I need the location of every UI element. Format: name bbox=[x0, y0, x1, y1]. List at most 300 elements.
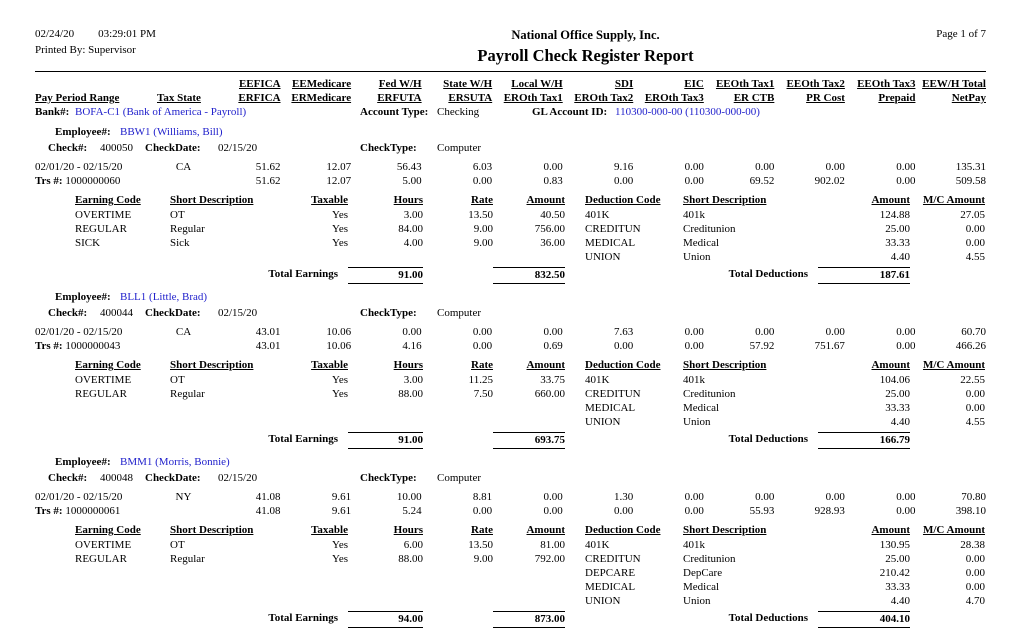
tax-value-ee: 0.00 bbox=[543, 326, 563, 338]
earning-taxable: Yes bbox=[331, 374, 348, 386]
tax-value-ee: 1.30 bbox=[614, 491, 634, 503]
tax-value-er: 928.93 bbox=[814, 505, 845, 517]
deduction-amount: 4.40 bbox=[890, 251, 910, 263]
check-number: 400044 bbox=[100, 307, 133, 319]
earning-rate bbox=[423, 250, 493, 264]
tax-value-ee: 0.00 bbox=[825, 161, 845, 173]
total-deductions-amount: 187.61 bbox=[818, 267, 910, 284]
check-date-label: CheckDate: bbox=[145, 472, 201, 484]
trs-label: Trs #: bbox=[35, 175, 66, 187]
tax-value-er: 12.07 bbox=[326, 175, 352, 187]
earning-taxable: Yes bbox=[331, 237, 348, 249]
earning-rate bbox=[423, 566, 493, 580]
amount-header: Amount bbox=[526, 524, 565, 536]
spacer bbox=[565, 594, 585, 608]
tax-value-er: 55.93 bbox=[749, 505, 775, 517]
column-header-pay-period: Pay Period Range bbox=[35, 92, 120, 104]
earning-desc: OT bbox=[170, 374, 185, 386]
spacer bbox=[157, 174, 210, 188]
tax-value-er: 0.00 bbox=[543, 505, 563, 517]
column-header-ee: Fed W/H bbox=[378, 78, 422, 90]
hours-header: Hours bbox=[393, 359, 423, 371]
page-number: Page 1 of 7 bbox=[936, 28, 986, 40]
earning-desc bbox=[170, 401, 303, 415]
earning-code bbox=[75, 566, 170, 580]
tax-value-er: 0.69 bbox=[543, 340, 563, 352]
trs-number: 1000000060 bbox=[65, 175, 121, 187]
column-header-ee: EEOth Tax3 bbox=[857, 78, 916, 90]
employee-id-link[interactable]: BMM1 (Morris, Bonnie) bbox=[120, 456, 230, 468]
tax-value-ee: 7.63 bbox=[614, 326, 634, 338]
spacer bbox=[35, 580, 75, 594]
employee-sections bbox=[35, 126, 986, 628]
earning-code bbox=[75, 580, 170, 594]
deduction-desc: Union bbox=[683, 595, 711, 607]
tax-value-er: 902.02 bbox=[814, 175, 845, 187]
column-header-spacer bbox=[157, 77, 210, 91]
pay-period-value: 02/01/20 - 02/15/20 bbox=[35, 326, 123, 338]
mc-amount-header: M/C Amount bbox=[922, 524, 985, 536]
tax-value-ee: 56.43 bbox=[396, 161, 422, 173]
column-header-ee: EEMedicare bbox=[292, 78, 352, 90]
hours-header: Hours bbox=[393, 194, 423, 206]
earning-desc: Sick bbox=[170, 237, 190, 249]
earning-amount: 792.00 bbox=[534, 553, 565, 565]
total-deductions-label: Total Deductions bbox=[728, 612, 808, 624]
earning-rate bbox=[423, 594, 493, 608]
mc-amount-header: M/C Amount bbox=[922, 359, 985, 371]
column-header-er: EROth Tax2 bbox=[574, 92, 634, 104]
deduction-amount: 33.33 bbox=[885, 581, 910, 593]
deduction-desc: DepCare bbox=[683, 567, 723, 579]
tax-value-er: 0.00 bbox=[472, 505, 493, 517]
check-date-label: CheckDate: bbox=[145, 307, 201, 319]
check-number-label: Check#: bbox=[48, 142, 88, 154]
deduction-amount: 210.42 bbox=[879, 567, 910, 579]
tax-value-ee: 0.00 bbox=[755, 161, 775, 173]
tax-value-ee: 8.81 bbox=[472, 491, 493, 503]
mc-amount-header: M/C Amount bbox=[922, 194, 985, 206]
total-hours-value: 91.00 bbox=[348, 432, 423, 449]
report-time: 03:29:01 PM bbox=[98, 28, 156, 40]
deduction-amount: 124.88 bbox=[879, 209, 910, 221]
earning-amount: 81.00 bbox=[540, 539, 565, 551]
deduction-desc: Medical bbox=[683, 402, 720, 414]
spacer bbox=[35, 250, 75, 264]
total-deductions-amount: 404.10 bbox=[818, 611, 910, 628]
tax-value-ee: 0.00 bbox=[543, 161, 563, 173]
tax-value-er: 0.00 bbox=[472, 175, 493, 187]
column-header-ee: SDI bbox=[614, 78, 634, 90]
deduction-desc-header: Short Description bbox=[683, 194, 767, 206]
earning-code: OVERTIME bbox=[75, 374, 132, 386]
spacer bbox=[565, 387, 585, 401]
check-number: 400050 bbox=[100, 142, 133, 154]
earning-desc-header: Short Description bbox=[170, 524, 254, 536]
tax-value-ee: 6.03 bbox=[472, 161, 493, 173]
tax-state-value: CA bbox=[175, 161, 192, 173]
earning-rate bbox=[423, 401, 493, 415]
check-number-label: Check#: bbox=[48, 472, 88, 484]
earning-taxable: Yes bbox=[331, 209, 348, 221]
earning-amount bbox=[493, 401, 565, 415]
tax-value-er: 43.01 bbox=[255, 340, 281, 352]
tax-value-er: 509.58 bbox=[955, 175, 986, 187]
earning-hours bbox=[348, 594, 423, 608]
earnings-deductions-row bbox=[35, 594, 986, 608]
amount-header: Amount bbox=[526, 359, 565, 371]
deduction-amount: 33.33 bbox=[885, 402, 910, 414]
earnings-deductions-row bbox=[35, 208, 986, 222]
check-date: 02/15/20 bbox=[218, 142, 258, 154]
employee-line bbox=[35, 126, 986, 142]
column-header-er: PR Cost bbox=[806, 92, 845, 104]
check-line bbox=[35, 307, 986, 323]
deduction-desc: Creditunion bbox=[683, 553, 736, 565]
earning-hours: 84.00 bbox=[398, 223, 423, 235]
tax-value-ee: 0.00 bbox=[896, 491, 916, 503]
tax-row-ee bbox=[35, 490, 986, 504]
check-type-label: CheckType: bbox=[360, 142, 417, 154]
earning-code: SICK bbox=[75, 237, 101, 249]
trs-label: Trs #: bbox=[35, 505, 66, 517]
header-center bbox=[305, 28, 866, 66]
hours-header: Hours bbox=[393, 524, 423, 536]
deduction-mc-amount: 0.00 bbox=[965, 388, 985, 400]
tax-value-ee: 60.70 bbox=[961, 326, 986, 338]
deduction-mc-amount: 27.05 bbox=[960, 209, 985, 221]
bank-label: Bank#: bbox=[35, 106, 70, 118]
column-header-er: ERMedicare bbox=[291, 92, 352, 104]
employee-line bbox=[35, 291, 986, 307]
tax-value-er: 51.62 bbox=[255, 175, 281, 187]
deduction-desc: Medical bbox=[683, 237, 720, 249]
deduction-code: 401K bbox=[585, 209, 610, 221]
employee-id-link[interactable]: BLL1 (Little, Brad) bbox=[120, 291, 208, 303]
check-type-label: CheckType: bbox=[360, 472, 417, 484]
earnings-deductions-header bbox=[35, 523, 986, 538]
earnings-deductions-row bbox=[35, 236, 986, 250]
spacer bbox=[35, 415, 75, 429]
earning-desc: OT bbox=[170, 209, 185, 221]
tax-value-ee: 0.00 bbox=[402, 326, 422, 338]
spacer bbox=[565, 523, 585, 538]
deduction-code: MEDICAL bbox=[585, 402, 636, 414]
taxable-header: Taxable bbox=[311, 194, 348, 206]
earning-amount: 660.00 bbox=[534, 388, 565, 400]
deduction-code: MEDICAL bbox=[585, 237, 636, 249]
earnings-deductions-row bbox=[35, 401, 986, 415]
deduction-amount: 4.40 bbox=[890, 416, 910, 428]
earning-code: OVERTIME bbox=[75, 209, 132, 221]
employee-block bbox=[35, 126, 986, 284]
earnings-deductions-row bbox=[35, 250, 986, 264]
column-headers-ee bbox=[35, 77, 986, 91]
earning-hours: 3.00 bbox=[403, 209, 423, 221]
earning-hours: 4.00 bbox=[403, 237, 423, 249]
tax-value-ee: 0.00 bbox=[472, 326, 493, 338]
tax-value-ee: 41.08 bbox=[255, 491, 281, 503]
deduction-amount: 130.95 bbox=[879, 539, 910, 551]
earning-amount: 33.75 bbox=[540, 374, 565, 386]
earning-rate bbox=[423, 580, 493, 594]
earning-desc bbox=[170, 250, 303, 264]
tax-value-er: 398.10 bbox=[955, 505, 986, 517]
spacer bbox=[35, 552, 75, 566]
report-title: Payroll Check Register Report bbox=[477, 46, 694, 65]
earning-taxable bbox=[303, 594, 348, 608]
tax-value-er: 5.24 bbox=[402, 505, 422, 517]
account-type-value: Checking bbox=[437, 106, 480, 118]
column-header-ee: Local W/H bbox=[511, 78, 563, 90]
check-number: 400048 bbox=[100, 472, 133, 484]
rate-header: Rate bbox=[471, 194, 493, 206]
spacer bbox=[565, 580, 585, 594]
tax-value-ee: 51.62 bbox=[255, 161, 281, 173]
trs-number: 1000000061 bbox=[65, 505, 121, 517]
tax-value-er: 751.67 bbox=[814, 340, 845, 352]
earning-desc bbox=[170, 580, 303, 594]
tax-value-er: 41.08 bbox=[255, 505, 281, 517]
check-date: 02/15/20 bbox=[218, 472, 258, 484]
totals-row bbox=[35, 267, 986, 284]
spacer bbox=[35, 358, 75, 373]
tax-value-er: 0.00 bbox=[684, 340, 704, 352]
deduction-amount: 25.00 bbox=[885, 553, 910, 565]
gl-account-value-link[interactable]: 110300-000-00 (110300-000-00) bbox=[615, 106, 760, 118]
earning-hours bbox=[348, 580, 423, 594]
earning-taxable bbox=[303, 580, 348, 594]
column-header-ee: EIC bbox=[684, 78, 704, 90]
spacer bbox=[565, 250, 585, 264]
earning-hours bbox=[348, 415, 423, 429]
column-header-er: Prepaid bbox=[878, 92, 916, 104]
employee-number-label: Employee#: bbox=[55, 291, 111, 303]
tax-value-ee: 9.61 bbox=[331, 491, 352, 503]
total-deductions-label: Total Deductions bbox=[728, 433, 808, 445]
tax-value-ee: 0.00 bbox=[543, 491, 563, 503]
earning-rate: 11.25 bbox=[468, 374, 493, 386]
earning-taxable bbox=[303, 250, 348, 264]
earning-taxable: Yes bbox=[331, 223, 348, 235]
tax-value-er: 0.00 bbox=[614, 505, 634, 517]
column-header-ee: EEOth Tax2 bbox=[786, 78, 845, 90]
tax-value-ee: 12.07 bbox=[326, 161, 352, 173]
earning-code bbox=[75, 401, 170, 415]
deduction-desc: Creditunion bbox=[683, 223, 736, 235]
deduction-code-header: Deduction Code bbox=[585, 194, 661, 206]
earning-rate: 7.50 bbox=[473, 388, 493, 400]
tax-value-er: 0.00 bbox=[684, 505, 704, 517]
totals-row bbox=[35, 432, 986, 449]
column-header-tax-state: Tax State bbox=[157, 92, 201, 104]
tax-value-ee: 0.00 bbox=[755, 491, 775, 503]
deduction-code: DEPCARE bbox=[585, 567, 636, 579]
tax-value-ee: 0.00 bbox=[825, 491, 845, 503]
earning-rate: 9.00 bbox=[473, 237, 493, 249]
deduction-code: 401K bbox=[585, 374, 610, 386]
spacer bbox=[565, 236, 585, 250]
pay-period-value: 02/01/20 - 02/15/20 bbox=[35, 491, 123, 503]
spacer bbox=[35, 222, 75, 236]
earning-amount bbox=[493, 594, 565, 608]
deduction-desc: Union bbox=[683, 416, 711, 428]
deduction-code: CREDITUN bbox=[585, 388, 641, 400]
total-earnings-amount: 832.50 bbox=[493, 267, 565, 284]
earning-amount: 40.50 bbox=[540, 209, 565, 221]
deduction-mc-amount: 22.55 bbox=[960, 374, 985, 386]
tax-value-er: 9.61 bbox=[331, 505, 352, 517]
earning-desc-header: Short Description bbox=[170, 194, 254, 206]
spacer bbox=[35, 401, 75, 415]
printed-by: Printed By: Supervisor bbox=[35, 44, 136, 56]
tax-value-ee: 0.00 bbox=[684, 161, 704, 173]
employee-number-label: Employee#: bbox=[55, 456, 111, 468]
tax-row-ee bbox=[35, 325, 986, 339]
deduction-code: UNION bbox=[585, 595, 621, 607]
earning-amount: 36.00 bbox=[540, 237, 565, 249]
tax-state-value: NY bbox=[175, 491, 192, 503]
earning-code: REGULAR bbox=[75, 223, 127, 235]
earning-desc bbox=[170, 594, 303, 608]
total-deductions-label: Total Deductions bbox=[728, 268, 808, 280]
deduction-code: UNION bbox=[585, 251, 621, 263]
deduction-code: 401K bbox=[585, 539, 610, 551]
deduction-code-header: Deduction Code bbox=[585, 359, 661, 371]
earning-amount: 756.00 bbox=[534, 223, 565, 235]
tax-value-ee: 0.00 bbox=[896, 326, 916, 338]
tax-value-ee: 43.01 bbox=[255, 326, 281, 338]
spacer bbox=[565, 552, 585, 566]
earning-hours bbox=[348, 566, 423, 580]
tax-value-ee: 9.16 bbox=[614, 161, 634, 173]
earning-taxable: Yes bbox=[331, 553, 348, 565]
spacer bbox=[157, 504, 210, 518]
tax-value-ee: 0.00 bbox=[684, 491, 704, 503]
deduction-desc-header: Short Description bbox=[683, 359, 767, 371]
earnings-deductions-header bbox=[35, 358, 986, 373]
column-header-er: NetPay bbox=[951, 92, 986, 104]
spacer bbox=[35, 373, 75, 387]
tax-value-er: 0.83 bbox=[543, 175, 563, 187]
tax-value-ee: 70.80 bbox=[961, 491, 986, 503]
spacer bbox=[35, 523, 75, 538]
total-hours-value: 94.00 bbox=[348, 611, 423, 628]
employee-block bbox=[35, 456, 986, 628]
deduction-code: CREDITUN bbox=[585, 223, 641, 235]
earnings-deductions-row bbox=[35, 552, 986, 566]
check-date-label: CheckDate: bbox=[145, 142, 201, 154]
earning-code: REGULAR bbox=[75, 388, 127, 400]
earnings-deductions-rows bbox=[35, 208, 986, 264]
check-line bbox=[35, 142, 986, 158]
earnings-deductions-row bbox=[35, 580, 986, 594]
earning-code-header: Earning Code bbox=[75, 359, 141, 371]
earnings-deductions-row bbox=[35, 222, 986, 236]
spacer bbox=[35, 594, 75, 608]
check-type: Computer bbox=[437, 472, 481, 484]
earning-rate bbox=[423, 415, 493, 429]
total-earnings-label: Total Earnings bbox=[268, 612, 338, 624]
report-header bbox=[35, 28, 986, 66]
trs-cell bbox=[35, 174, 157, 188]
employee-line bbox=[35, 456, 986, 472]
tax-row-er bbox=[35, 339, 986, 353]
earning-desc: Regular bbox=[170, 223, 205, 235]
taxable-header: Taxable bbox=[311, 359, 348, 371]
column-header-ee: EEFICA bbox=[238, 78, 281, 90]
trs-cell bbox=[35, 339, 157, 353]
earning-rate: 13.50 bbox=[468, 209, 493, 221]
earning-code-header: Earning Code bbox=[75, 524, 141, 536]
earning-code bbox=[75, 415, 170, 429]
column-header-er: ERFICA bbox=[238, 92, 281, 104]
total-hours-value: 91.00 bbox=[348, 267, 423, 284]
tax-value-er: 0.00 bbox=[684, 175, 704, 187]
earning-amount bbox=[493, 415, 565, 429]
earning-taxable: Yes bbox=[331, 539, 348, 551]
spacer bbox=[565, 538, 585, 552]
account-type-label: Account Type: bbox=[360, 106, 429, 118]
deduction-mc-amount: 0.00 bbox=[965, 553, 985, 565]
tax-state-value: CA bbox=[175, 326, 192, 338]
spacer bbox=[565, 415, 585, 429]
tax-row-er bbox=[35, 504, 986, 518]
column-header-er: ER CTB bbox=[733, 92, 775, 104]
spacer bbox=[565, 193, 585, 208]
earnings-deductions-row bbox=[35, 538, 986, 552]
report-date: 02/24/20 bbox=[35, 28, 75, 40]
trs-label: Trs #: bbox=[35, 340, 66, 352]
tax-value-ee: 135.31 bbox=[955, 161, 986, 173]
tax-value-er: 0.00 bbox=[896, 505, 916, 517]
deduction-mc-amount: 0.00 bbox=[965, 581, 985, 593]
deduction-amount: 25.00 bbox=[885, 388, 910, 400]
column-header-er: ERSUTA bbox=[448, 92, 493, 104]
earning-taxable bbox=[303, 415, 348, 429]
earnings-deductions-row bbox=[35, 415, 986, 429]
tax-row-er bbox=[35, 174, 986, 188]
spacer bbox=[565, 401, 585, 415]
earning-hours: 88.00 bbox=[398, 553, 423, 565]
tax-value-er: 0.00 bbox=[896, 340, 916, 352]
tax-value-ee: 10.06 bbox=[326, 326, 352, 338]
deduction-code: MEDICAL bbox=[585, 581, 636, 593]
check-type-label: CheckType: bbox=[360, 307, 417, 319]
employee-block bbox=[35, 291, 986, 449]
deduction-amount: 33.33 bbox=[885, 237, 910, 249]
spacer bbox=[35, 193, 75, 208]
employee-id-link[interactable]: BBW1 (Williams, Bill) bbox=[120, 126, 223, 138]
tax-value-er: 69.52 bbox=[749, 175, 775, 187]
company-name: National Office Supply, Inc. bbox=[511, 28, 660, 42]
check-date: 02/15/20 bbox=[218, 307, 258, 319]
earning-desc bbox=[170, 566, 303, 580]
deduction-desc: 401k bbox=[683, 539, 705, 551]
deduction-amount-header: Amount bbox=[871, 194, 910, 206]
total-deductions-amount: 166.79 bbox=[818, 432, 910, 449]
trs-cell bbox=[35, 504, 157, 518]
check-number-label: Check#: bbox=[48, 307, 88, 319]
deduction-desc: Medical bbox=[683, 581, 720, 593]
bank-value-link[interactable]: BOFA-C1 (Bank of America - Payroll) bbox=[75, 106, 247, 118]
deduction-code: UNION bbox=[585, 416, 621, 428]
earning-taxable bbox=[303, 566, 348, 580]
earning-code: OVERTIME bbox=[75, 539, 132, 551]
spacer bbox=[35, 566, 75, 580]
check-type: Computer bbox=[437, 307, 481, 319]
spacer bbox=[565, 222, 585, 236]
